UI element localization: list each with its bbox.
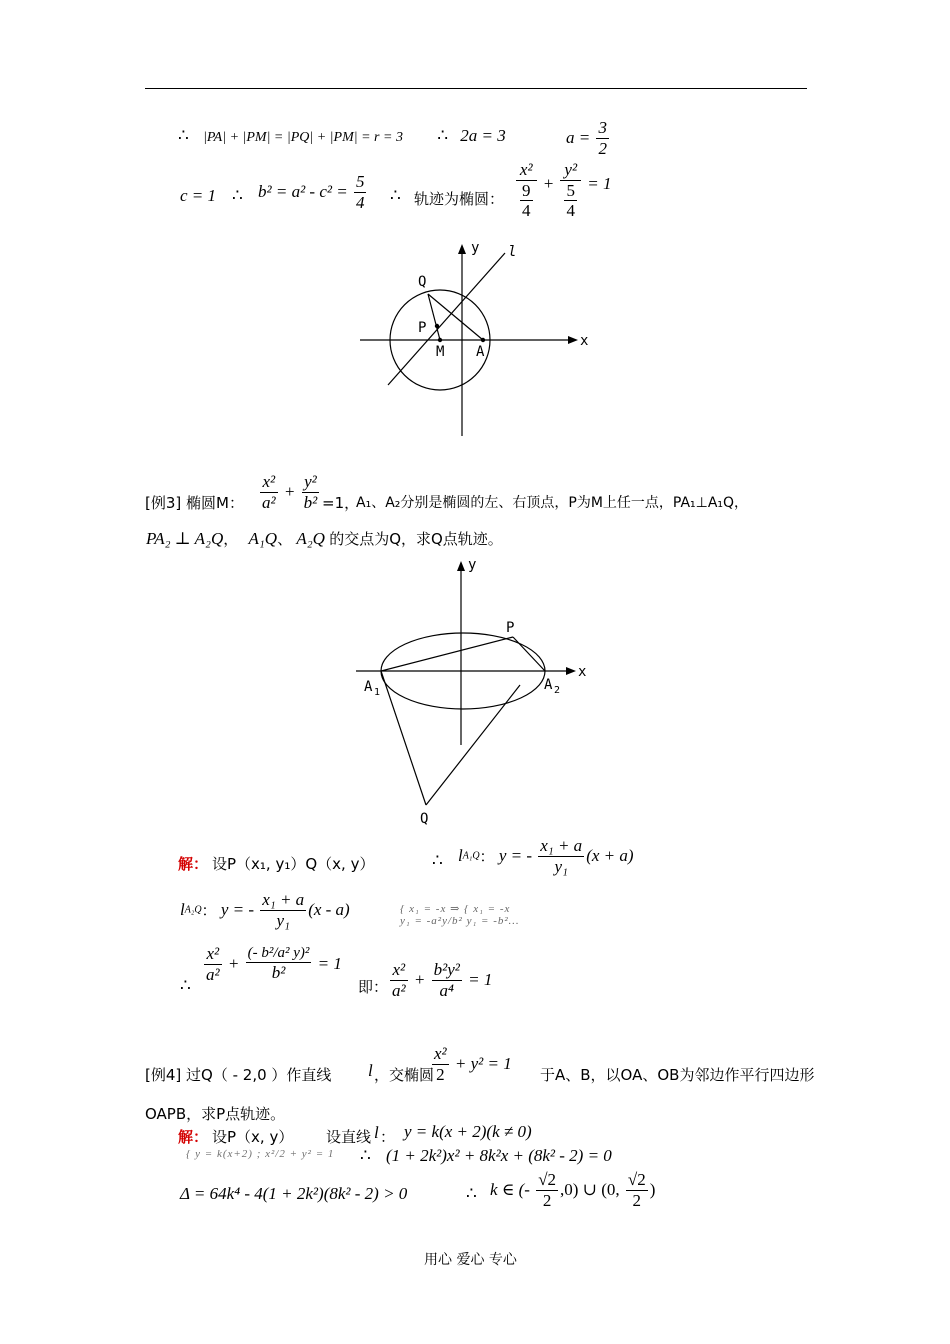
equation: 2a = 3 bbox=[460, 126, 506, 145]
line-A2Q-equation bbox=[180, 890, 350, 930]
l-symbol: l bbox=[458, 846, 463, 866]
separator: ， bbox=[223, 530, 239, 548]
denominator bbox=[560, 181, 581, 221]
garbled-system: { y = k(x+2) ; x²/2 + y² = 1 bbox=[186, 1148, 335, 1160]
figure-circle-locus bbox=[340, 238, 610, 443]
denominator bbox=[516, 181, 537, 221]
substituted-equation bbox=[202, 944, 342, 984]
figure-ellipse-locus bbox=[348, 555, 598, 830]
factor: (x - a) bbox=[308, 900, 350, 920]
denominator: 2 bbox=[542, 1190, 552, 1210]
equals-one: = 1 bbox=[468, 970, 493, 990]
solution-label: 解： bbox=[178, 855, 209, 873]
plus-sign: + bbox=[413, 970, 426, 990]
fraction-x bbox=[432, 1044, 449, 1084]
line-A1Q-equation bbox=[458, 836, 634, 876]
denominator: a² bbox=[392, 980, 406, 1000]
proof-line-1 bbox=[178, 126, 506, 146]
label-A2: A bbox=[544, 677, 553, 693]
label-A1-sub: 1 bbox=[374, 687, 381, 698]
l-subscript: A₂Q bbox=[184, 904, 202, 916]
numerator: 9 bbox=[522, 180, 531, 200]
header-rule bbox=[145, 88, 807, 89]
union: ,0) ∪ (0, bbox=[560, 1180, 620, 1200]
solution4-line-text: 设直线 bbox=[326, 1128, 372, 1146]
nested-fraction bbox=[520, 181, 533, 221]
ellipse-equation bbox=[514, 160, 611, 221]
segment-PA2 bbox=[513, 637, 545, 671]
denominator: 4 bbox=[566, 201, 575, 221]
numerator: (- b²/a² y)² bbox=[246, 945, 312, 963]
garbled-system bbox=[400, 903, 519, 927]
b-value bbox=[258, 172, 368, 212]
numerator: 5 bbox=[566, 180, 575, 200]
numerator: x₁ + a bbox=[540, 836, 583, 855]
label-M: M bbox=[436, 344, 445, 360]
fraction bbox=[536, 1170, 558, 1210]
result-equation bbox=[388, 960, 492, 1000]
y-equals: y = - bbox=[220, 900, 254, 920]
fraction-y bbox=[302, 472, 320, 512]
point-P bbox=[435, 324, 439, 328]
example3-line2 bbox=[146, 528, 503, 549]
label-x: x bbox=[580, 333, 589, 349]
therefore-symbol: ∴ bbox=[437, 126, 449, 145]
fraction-x bbox=[390, 960, 408, 1000]
plus-sign: + bbox=[283, 482, 296, 502]
garbled-line: y₁ = -a²y/b² y₁ = -b²… bbox=[400, 915, 520, 927]
segment-A1P bbox=[381, 637, 513, 671]
point-A bbox=[481, 338, 485, 342]
example4-line2: OAPB，求P点轨迹。 bbox=[145, 1105, 286, 1123]
close-paren: ) bbox=[649, 1180, 656, 1200]
denominator: b² bbox=[303, 492, 318, 512]
y-axis-arrow bbox=[458, 244, 466, 254]
therefore-symbol: ∴ bbox=[390, 186, 401, 205]
fraction-x bbox=[516, 160, 537, 221]
numerator: x² bbox=[204, 944, 222, 965]
line-l bbox=[388, 253, 505, 385]
therefore-symbol: ∴ bbox=[360, 1146, 371, 1165]
ellipse-rest: + y² = 1 bbox=[454, 1054, 512, 1074]
solution4-setup: 设P（x, y） bbox=[212, 1128, 294, 1146]
label-y: y bbox=[471, 240, 480, 256]
y-equals: y = - bbox=[498, 846, 532, 866]
perpendicular-condition: PA₂ ⊥ A₂Q bbox=[146, 529, 224, 548]
l-subscript: A₁Q bbox=[462, 850, 480, 862]
k-range bbox=[490, 1170, 655, 1210]
x-axis-arrow bbox=[566, 667, 576, 675]
denominator: a⁴ bbox=[439, 980, 454, 1000]
fraction bbox=[626, 1170, 648, 1210]
a-value bbox=[566, 118, 611, 158]
garbled-line: { x₁ = -x ⇒ { x₁ = -x bbox=[400, 903, 511, 915]
c-value: c = 1 bbox=[180, 186, 217, 205]
colon: ： bbox=[479, 847, 495, 866]
separator: 、 bbox=[277, 530, 293, 548]
example4-text: ，交椭圆 bbox=[374, 1066, 435, 1084]
example4-ellipse bbox=[430, 1044, 512, 1084]
denominator: 2 bbox=[598, 138, 607, 158]
fraction-y bbox=[246, 945, 312, 983]
denominator: 2 bbox=[632, 1190, 642, 1210]
denominator: y₁ bbox=[276, 910, 290, 930]
fraction-y bbox=[560, 160, 581, 221]
label-Q: Q bbox=[420, 811, 429, 827]
therefore-symbol: ∴ bbox=[180, 976, 191, 995]
label-Q: Q bbox=[418, 274, 427, 290]
example3-prefix: [例3] 椭圆M： bbox=[145, 494, 244, 512]
x-axis-arrow bbox=[568, 336, 578, 344]
line-l-symbol: l bbox=[374, 1123, 379, 1142]
denominator: 4 bbox=[355, 192, 365, 212]
y-axis-arrow bbox=[457, 561, 465, 571]
numerator: x² bbox=[516, 160, 537, 181]
numerator: 5 bbox=[355, 172, 365, 191]
fraction bbox=[354, 172, 367, 212]
numerator: √2 bbox=[627, 1170, 646, 1189]
ji-label: 即： bbox=[358, 978, 389, 996]
fraction-y bbox=[432, 960, 462, 1000]
fraction bbox=[538, 836, 584, 876]
therefore-symbol: ∴ bbox=[432, 851, 443, 870]
plus-sign: + bbox=[227, 954, 240, 974]
a-label: a = bbox=[566, 128, 591, 148]
l-symbol: l bbox=[180, 900, 185, 920]
label-y: y bbox=[468, 557, 477, 573]
example3-eq: =1， bbox=[322, 494, 360, 512]
denominator: y₁ bbox=[554, 856, 568, 876]
numerator: 3 bbox=[598, 118, 607, 137]
example3-ellipse bbox=[258, 472, 321, 512]
segment-A1Q bbox=[381, 671, 426, 805]
numerator: x² bbox=[260, 472, 278, 493]
denominator: b² bbox=[271, 963, 286, 983]
label-P: P bbox=[506, 620, 515, 636]
discriminant: Δ = 64k⁴ - 4(1 + 2k²)(8k² - 2) > 0 bbox=[180, 1184, 408, 1203]
label-A: A bbox=[476, 344, 485, 360]
segment-QA2 bbox=[426, 685, 520, 805]
footer-text: 用心 爱心 专心 bbox=[424, 1252, 517, 1268]
label-x: x bbox=[578, 664, 587, 680]
equals-one: = 1 bbox=[587, 174, 612, 193]
denominator: a² bbox=[206, 964, 220, 984]
nested-fraction bbox=[564, 181, 577, 221]
label-A2-sub: 2 bbox=[554, 685, 561, 696]
fraction-x bbox=[204, 944, 222, 984]
example3-question: 的交点为Q，求Q点轨迹。 bbox=[329, 530, 503, 548]
point-M bbox=[438, 338, 442, 342]
numerator: x² bbox=[390, 960, 408, 981]
fraction bbox=[260, 890, 306, 930]
factor: (x + a) bbox=[586, 846, 634, 866]
solution3-setup: 设P（x₁, y₁）Q（x, y） bbox=[212, 855, 375, 873]
segment-QA bbox=[428, 294, 483, 340]
therefore-symbol: ∴ bbox=[232, 186, 243, 205]
line-A2Q: A₂Q bbox=[296, 529, 325, 548]
therefore-symbol: ∴ bbox=[178, 126, 189, 145]
example3-text: A₁、A₂分别是椭圆的左、右顶点，P为M上任一点，PA₁⊥A₁Q， bbox=[356, 495, 749, 511]
example4-text2: 于A、B，以OA、OB为邻边作平行四边形 bbox=[540, 1066, 815, 1084]
locus-text: 轨迹为椭圆： bbox=[414, 190, 505, 208]
example4-prefix: [例4] 过Q（ - 2,0 ）作直线 bbox=[145, 1066, 332, 1084]
colon: ： bbox=[380, 1128, 396, 1146]
equals-one: = 1 bbox=[317, 954, 342, 974]
fraction-x bbox=[260, 472, 278, 512]
label-A1: A bbox=[364, 679, 373, 695]
numerator: x₁ + a bbox=[262, 890, 305, 909]
plus-sign: + bbox=[542, 174, 555, 193]
quadratic-equation: (1 + 2k²)x² + 8k²x + (8k² - 2) = 0 bbox=[386, 1146, 612, 1165]
numerator: y² bbox=[302, 472, 320, 493]
line-l-symbol: l bbox=[368, 1061, 373, 1080]
numerator: y² bbox=[560, 160, 581, 181]
solution-label: 解： bbox=[178, 1128, 209, 1146]
fraction bbox=[596, 118, 609, 158]
b-equation: b² = a² - c² = bbox=[258, 182, 348, 202]
colon: ： bbox=[201, 901, 217, 920]
numerator: b²y² bbox=[433, 960, 460, 979]
denominator: 4 bbox=[522, 201, 531, 221]
denominator: a² bbox=[262, 492, 276, 512]
numerator: √2 bbox=[538, 1170, 557, 1189]
line-equation: y = k(x + 2)(k ≠ 0) bbox=[404, 1122, 532, 1141]
k-in: k ∈ (- bbox=[490, 1180, 530, 1200]
denominator: 2 bbox=[436, 1064, 445, 1084]
line-A1Q: A₁Q bbox=[248, 529, 278, 548]
label-P: P bbox=[418, 320, 427, 336]
label-l: l bbox=[508, 244, 517, 260]
therefore-symbol: ∴ bbox=[466, 1184, 477, 1203]
equation: |PA| + |PM| = |PQ| + |PM| = r = 3 bbox=[203, 130, 403, 145]
numerator: x² bbox=[434, 1044, 447, 1063]
